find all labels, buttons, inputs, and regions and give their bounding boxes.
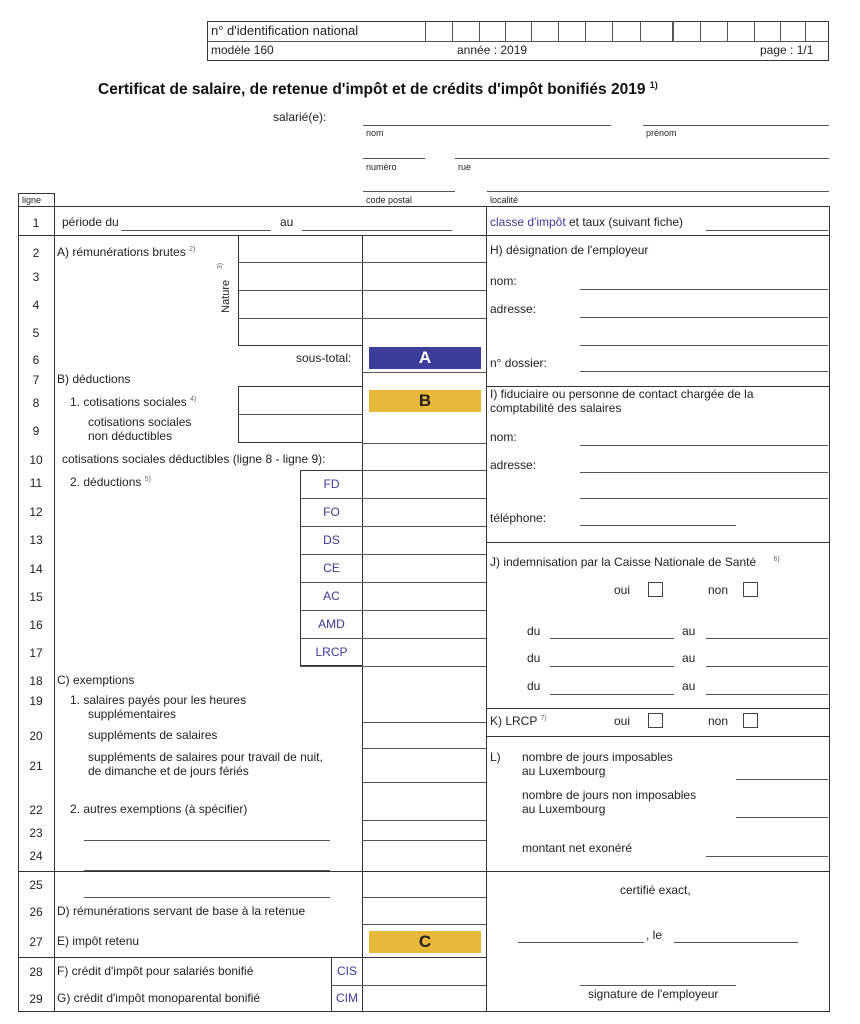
telephone-label: téléphone: <box>490 511 547 525</box>
fiduciaire-adresse-label: adresse: <box>490 458 537 472</box>
j-du-field-1[interactable] <box>550 638 674 639</box>
l-imp-label-2: au Luxembourg <box>522 764 606 778</box>
classe-label-1: classe d'impôt <box>490 215 566 229</box>
periode-au-field[interactable] <box>302 230 452 231</box>
k-oui-label: oui <box>614 714 631 728</box>
j-au-label-2: au <box>682 651 696 665</box>
title-note: 1) <box>649 80 658 90</box>
year-label: année : 2019 <box>457 43 528 57</box>
line-number: 16 <box>29 618 43 632</box>
localite-caption: localité <box>490 195 519 205</box>
note-3: 3) <box>217 262 225 270</box>
i-title-2: comptabilité des salaires <box>490 401 622 415</box>
nom-caption: nom <box>366 128 384 138</box>
marker-b: B <box>369 390 481 412</box>
autres-field-1[interactable] <box>84 840 330 841</box>
dossier-label: n° dossier: <box>490 356 547 370</box>
l-label: L) <box>490 750 501 764</box>
line-number: 15 <box>29 590 43 604</box>
fiduciaire-adresse-field[interactable] <box>580 472 828 473</box>
remunerations-text: A) rémunérations brutes <box>57 245 186 259</box>
line-number: 10 <box>29 453 43 467</box>
signature-label: signature de l'employeur <box>588 987 719 1001</box>
employee-label: salarié(e): <box>273 110 327 124</box>
cot-deductibles-label: cotisations sociales déductibles (ligne 8 - ligne 9): <box>62 452 326 466</box>
line-number: 2 <box>32 246 40 260</box>
signature-field[interactable] <box>580 985 736 986</box>
date-field[interactable] <box>674 942 798 943</box>
sous-total-label: sous-total: <box>296 351 352 365</box>
lieu-field[interactable] <box>518 942 644 943</box>
id-label: n° d'identification national <box>211 23 359 38</box>
nature-label: Nature <box>220 279 233 313</box>
line-number: 8 <box>32 396 40 410</box>
j-non-checkbox[interactable] <box>743 582 758 597</box>
line-number: 21 <box>29 759 43 773</box>
note-2: 2) <box>189 246 196 253</box>
remunerations-label <box>57 246 195 260</box>
j-du-label-1: du <box>527 624 541 638</box>
exemptions-label: C) exemptions <box>57 673 135 687</box>
line-number: 22 <box>29 803 43 817</box>
h-title: H) désignation de l'employeur <box>490 243 649 257</box>
employeur-nom-field[interactable] <box>580 289 828 290</box>
cis-code: CIS <box>336 964 357 978</box>
j-du-label-2: du <box>527 651 541 665</box>
deductions-label: B) déductions <box>57 372 131 386</box>
note-6: 6) <box>773 556 780 563</box>
page-title <box>98 80 658 99</box>
le-label: , le <box>646 928 663 942</box>
deductions2-text: 2. déductions <box>70 475 142 489</box>
line-number: 11 <box>29 476 43 490</box>
j-au-label-1: au <box>682 624 696 638</box>
ligne-header: ligne <box>22 195 42 205</box>
classe-field[interactable] <box>706 230 828 231</box>
employeur-adresse-field-2[interactable] <box>580 345 828 346</box>
l-imp-field[interactable] <box>736 779 828 780</box>
i-title-1: I) fiduciaire ou personne de contact chargée de la <box>490 387 754 401</box>
rue-field[interactable] <box>455 158 829 159</box>
code-postal-caption: code postal <box>366 195 413 205</box>
j-du-label-3: du <box>527 679 541 693</box>
autres-label: 2. autres exemptions (à spécifier) <box>70 802 248 816</box>
line-number: 7 <box>32 373 40 387</box>
nom-field[interactable] <box>363 125 611 126</box>
line-number: 17 <box>29 646 43 660</box>
certifie-label: certifié exact, <box>620 883 691 897</box>
line-number: 29 <box>29 992 43 1006</box>
line-number: 27 <box>29 935 43 949</box>
note-7: 7) <box>540 715 547 722</box>
prenom-field[interactable] <box>643 125 829 126</box>
fiduciaire-adresse-field-2[interactable] <box>580 498 828 499</box>
l-imp-label-1: nombre de jours imposables <box>522 750 673 764</box>
j-au-field-3[interactable] <box>706 694 828 695</box>
nuit-label-2: de dimanche et de jours fériés <box>88 764 249 778</box>
line-number: 14 <box>29 562 43 576</box>
line-number: 4 <box>32 298 40 312</box>
marker-c: C <box>369 931 481 953</box>
telephone-field[interactable] <box>580 525 736 526</box>
montant-label: montant net exonéré <box>522 841 633 855</box>
j-du-field-3[interactable] <box>550 694 674 695</box>
numero-field[interactable] <box>363 158 425 159</box>
l-non-label-2: au Luxembourg <box>522 802 606 816</box>
periode-du-label: période du <box>62 215 119 229</box>
employeur-nom-label: nom: <box>490 274 517 288</box>
j-title-text: J) indemnisation par la Caisse Nationale de Santé <box>490 555 757 569</box>
rue-caption: rue <box>458 162 472 172</box>
code-lrcp: LRCP <box>315 645 348 659</box>
classe-label-2: et taux (suivant fiche) <box>565 215 684 229</box>
cim-code: CIM <box>336 991 358 1005</box>
localite-field[interactable] <box>487 191 829 192</box>
fiduciaire-nom-field[interactable] <box>580 445 828 446</box>
j-au-label-3: au <box>682 679 696 693</box>
l-non-label-1: nombre de jours non imposables <box>522 788 697 802</box>
j-non-label: non <box>708 583 729 597</box>
line-number: 19 <box>29 694 43 708</box>
supplements-label: suppléments de salaires <box>88 728 218 742</box>
code-fo: FO <box>323 505 340 519</box>
heures-label-2: supplémentaires <box>88 707 177 721</box>
classe-label <box>490 216 683 230</box>
deductions2-label <box>70 476 151 490</box>
cotisations-text: 1. cotisations sociales <box>70 395 187 409</box>
k-oui-checkbox[interactable] <box>648 713 663 728</box>
line-number: 20 <box>29 729 43 743</box>
code-postal-field[interactable] <box>363 191 455 192</box>
line-number: 12 <box>29 505 43 519</box>
heures-label-1: 1. salaires payés pour les heures <box>70 693 247 707</box>
k-title-text: K) LRCP <box>490 714 538 728</box>
cotisations-label <box>70 396 196 410</box>
cot-non-label-1: cotisations sociales <box>88 415 192 429</box>
line-number: 18 <box>29 674 43 688</box>
prenom-caption: prénom <box>646 128 677 138</box>
dossier-field[interactable] <box>580 371 828 372</box>
base-label: D) rémunérations servant de base à la retenue <box>57 904 306 918</box>
cim-label: G) crédit d'impôt monoparental bonifié <box>57 991 261 1005</box>
fiduciaire-nom-label: nom: <box>490 430 517 444</box>
periode-du-field[interactable] <box>121 230 271 231</box>
title-text: Certificat de salaire, de retenue d'impôt et de crédits d'impôt bonifiés 2019 <box>98 81 646 99</box>
employeur-adresse-field[interactable] <box>580 317 828 318</box>
line-number: 1 <box>32 216 40 230</box>
k-title <box>490 715 547 729</box>
line-number: 6 <box>32 353 40 367</box>
k-non-checkbox[interactable] <box>743 713 758 728</box>
j-oui-checkbox[interactable] <box>648 582 663 597</box>
code-ac: AC <box>323 589 340 603</box>
cis-label: F) crédit d'impôt pour salariés bonifié <box>57 964 254 978</box>
note-4: 4) <box>190 396 197 403</box>
marker-a: A <box>369 347 481 369</box>
code-ce: CE <box>323 561 340 575</box>
k-non-label: non <box>708 714 729 728</box>
line-number: 24 <box>29 849 43 863</box>
line-number: 5 <box>32 326 40 340</box>
impot-label: E) impôt retenu <box>57 934 140 948</box>
j-au-field-2[interactable] <box>706 666 828 667</box>
montant-field[interactable] <box>706 856 828 857</box>
line-number: 3 <box>32 270 40 284</box>
nuit-label-1: suppléments de salaires pour travail de nuit, <box>88 750 323 764</box>
line-number: 25 <box>29 878 43 892</box>
cot-non-label-2: non déductibles <box>88 429 173 443</box>
page-label: page : 1/1 <box>760 43 814 57</box>
j-title <box>490 556 780 570</box>
code-ds: DS <box>323 533 340 547</box>
line-number: 9 <box>32 424 40 438</box>
autres-field-3[interactable] <box>84 897 330 898</box>
l-non-field[interactable] <box>736 817 828 818</box>
line-number: 13 <box>29 533 43 547</box>
line-number: 28 <box>29 965 43 979</box>
model-label: modèle 160 <box>211 43 274 57</box>
line-number: 26 <box>29 905 43 919</box>
note-5: 5) <box>144 476 151 483</box>
numero-caption: numéro <box>366 162 397 172</box>
j-du-field-2[interactable] <box>550 666 674 667</box>
j-au-field-1[interactable] <box>706 638 828 639</box>
line-number: 23 <box>29 826 43 840</box>
employeur-adresse-label: adresse: <box>490 302 537 316</box>
code-amd: AMD <box>318 617 345 631</box>
periode-au-label: au <box>280 215 294 229</box>
j-oui-label: oui <box>614 583 631 597</box>
code-fd: FD <box>323 477 340 491</box>
